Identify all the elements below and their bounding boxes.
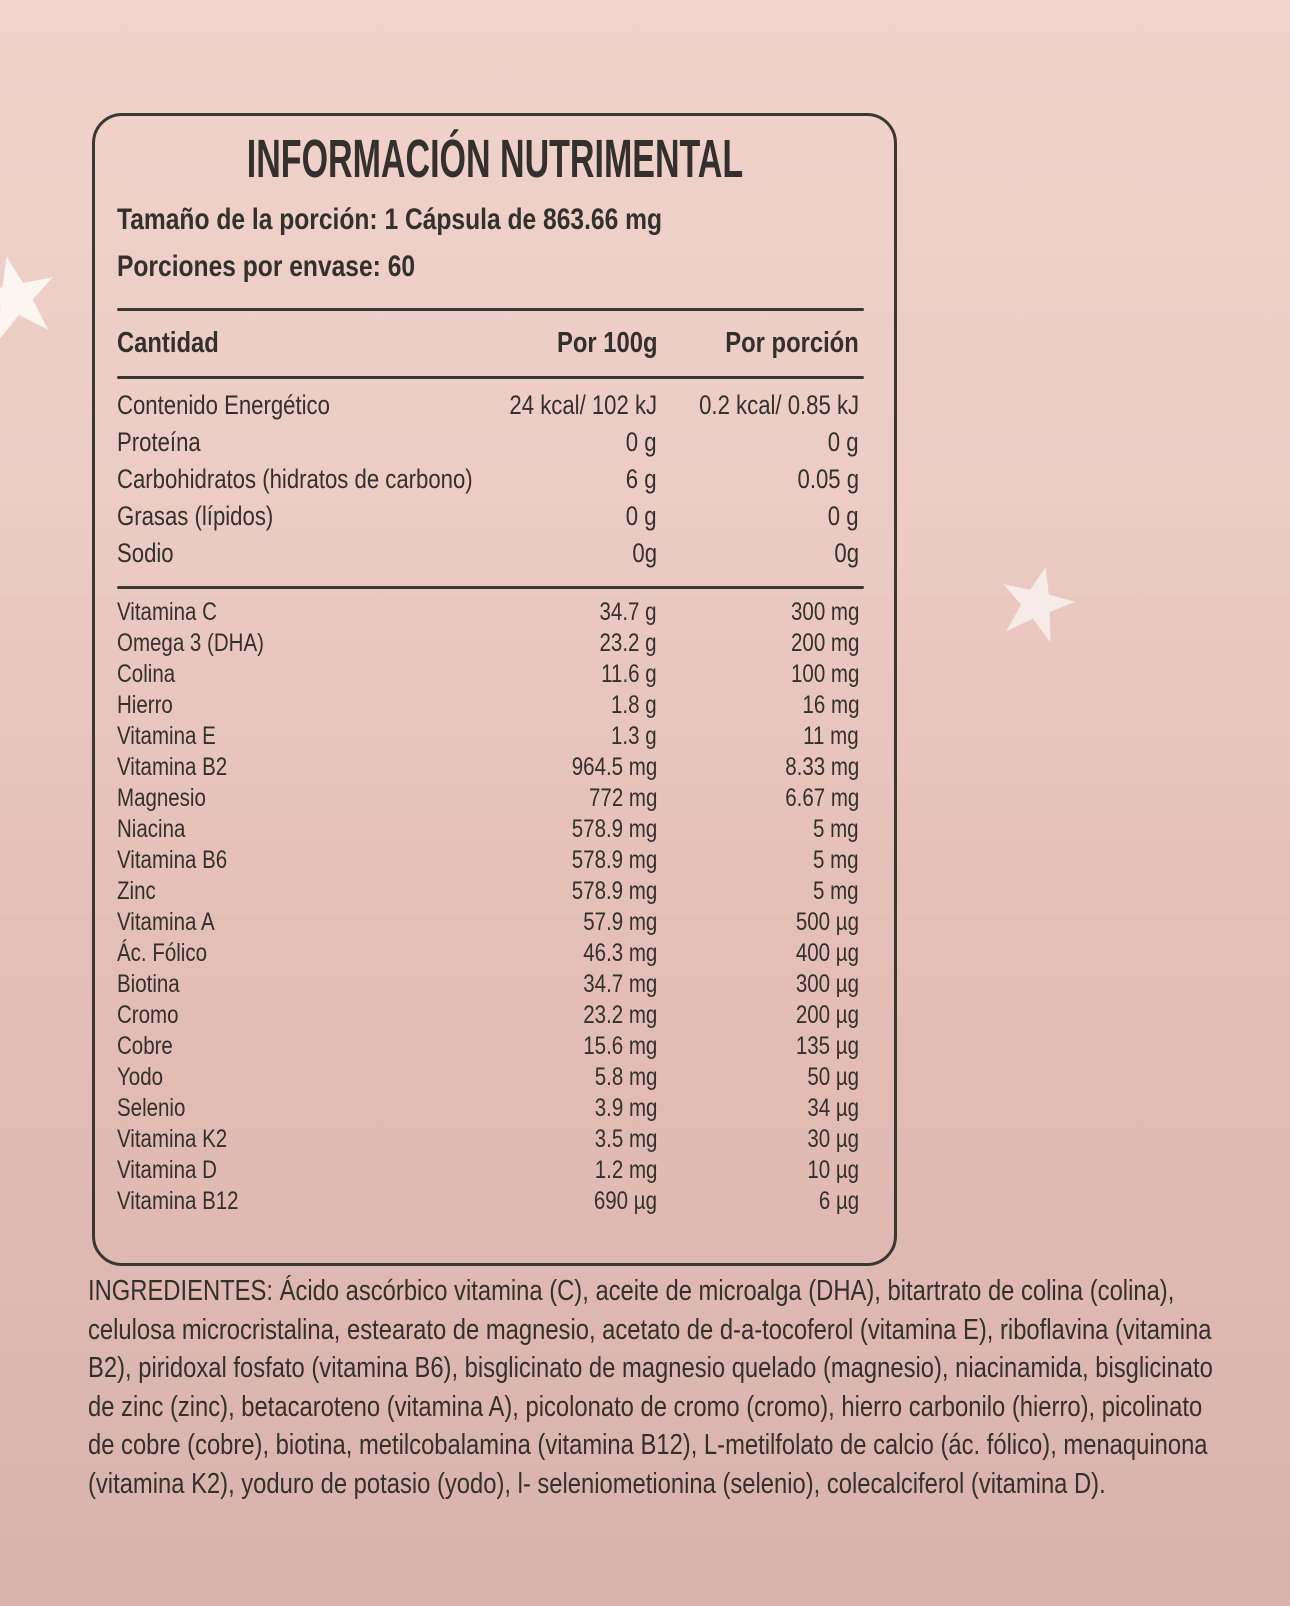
- table-row: [95, 659, 894, 690]
- page-title: INFORMACIÓN NUTRIMENTAL: [246, 129, 743, 189]
- per-portion-value: 0.05 g: [797, 464, 859, 494]
- nutrient-label: Vitamina B2: [117, 753, 228, 781]
- nutrient-label: Zinc: [117, 877, 156, 905]
- per-portion-value: 34 µg: [807, 1094, 859, 1122]
- per-100g-value: 578.9 mg: [571, 877, 657, 905]
- table-row: [95, 783, 894, 814]
- table-row: [95, 938, 894, 969]
- nutrient-label: Vitamina C: [117, 598, 217, 626]
- table-row: [95, 387, 894, 424]
- table-row: [95, 1124, 894, 1155]
- nutrient-label: Vitamina B6: [117, 846, 228, 874]
- per-100g-value: 1.2 mg: [594, 1156, 657, 1184]
- per-100g-value: 5.8 mg: [594, 1063, 657, 1091]
- per-portion-value: 6.67 mg: [784, 784, 859, 812]
- per-portion-value: 100 mg: [790, 660, 859, 688]
- column-header-cantidad: Cantidad: [117, 327, 219, 359]
- per-portion-value: 300 mg: [790, 598, 859, 626]
- nutrient-label: Contenido Energético: [117, 390, 330, 420]
- per-100g-value: 772 mg: [588, 784, 657, 812]
- per-portion-value: 0 g: [828, 427, 859, 457]
- servings-per-container-text: Porciones por envase: 60: [117, 250, 416, 283]
- column-header-por-porcion: Por porción: [725, 327, 859, 359]
- per-portion-value: 50 µg: [807, 1063, 859, 1091]
- nutrient-label: Vitamina K2: [117, 1125, 228, 1153]
- per-portion-value: 135 µg: [795, 1032, 859, 1060]
- table-row: [95, 535, 894, 572]
- nutrient-label: Vitamina B12: [117, 1187, 239, 1215]
- per-100g-value: 34.7 mg: [582, 970, 657, 998]
- per-100g-value: 1.3 g: [611, 722, 657, 750]
- table-row: [95, 461, 894, 498]
- per-portion-value: 6 µg: [818, 1187, 859, 1215]
- table-row: [95, 814, 894, 845]
- table-row: [95, 752, 894, 783]
- nutrient-label: Magnesio: [117, 784, 206, 812]
- per-100g-value: 3.5 mg: [594, 1125, 657, 1153]
- per-100g-value: 6 g: [626, 464, 657, 494]
- nutrient-label: Biotina: [117, 970, 180, 998]
- table-row: [95, 876, 894, 907]
- panel-header: [95, 129, 894, 189]
- table-row: [95, 690, 894, 721]
- per-100g-value: 964.5 mg: [571, 753, 657, 781]
- per-100g-value: 1.8 g: [611, 691, 657, 719]
- nutrition-facts-panel: [92, 113, 897, 1266]
- per-100g-value: 11.6 g: [601, 660, 657, 688]
- per-100g-value: 15.6 mg: [582, 1032, 657, 1060]
- per-portion-value: 0 g: [828, 501, 859, 531]
- table-row: [95, 969, 894, 1000]
- nutrient-label: Grasas (lípidos): [117, 501, 274, 531]
- table-row: [95, 424, 894, 461]
- nutrient-label: Carbohidratos (hidratos de carbono): [117, 464, 473, 494]
- table-row: [95, 498, 894, 535]
- nutrient-label: Ác. Fólico: [117, 939, 208, 967]
- nutrient-label: Colina: [117, 660, 176, 688]
- table-row: [95, 1093, 894, 1124]
- macro-nutrient-rows: [95, 379, 894, 572]
- nutrient-label: Sodio: [117, 538, 174, 568]
- per-100g-value: 23.2 mg: [582, 1001, 657, 1029]
- nutrient-label: Vitamina E: [117, 722, 216, 750]
- star-icon: [0, 248, 63, 343]
- per-portion-value: 200 µg: [795, 1001, 859, 1029]
- per-100g-value: 690 µg: [593, 1187, 657, 1215]
- per-portion-value: 30 µg: [807, 1125, 859, 1153]
- per-portion-value: 8.33 mg: [784, 753, 859, 781]
- table-row: [95, 597, 894, 628]
- nutrient-label: Yodo: [117, 1063, 163, 1091]
- per-portion-value: 5 mg: [813, 815, 859, 843]
- per-portion-value: 400 µg: [795, 939, 859, 967]
- per-portion-value: 300 µg: [795, 970, 859, 998]
- per-portion-value: 500 µg: [795, 908, 859, 936]
- table-row: [95, 1031, 894, 1062]
- per-100g-value: 0 g: [626, 427, 657, 457]
- table-header-row: [95, 311, 894, 376]
- table-row: [95, 1186, 894, 1217]
- table-row: [95, 907, 894, 938]
- per-portion-value: 200 mg: [790, 629, 859, 657]
- nutrient-label: Vitamina D: [117, 1156, 217, 1184]
- table-row: [95, 721, 894, 752]
- nutrient-label: Cobre: [117, 1032, 173, 1060]
- per-100g-value: 34.7 g: [599, 598, 657, 626]
- nutrient-label: Hierro: [117, 691, 173, 719]
- per-100g-value: 578.9 mg: [571, 846, 657, 874]
- column-header-por-100g: Por 100g: [556, 327, 657, 359]
- per-100g-value: 23.2 g: [599, 629, 657, 657]
- per-portion-value: 10 µg: [807, 1156, 859, 1184]
- per-100g-value: 0 g: [626, 501, 657, 531]
- table-row: [95, 1155, 894, 1186]
- nutrient-label: Omega 3 (DHA): [117, 629, 264, 657]
- per-100g-value: 578.9 mg: [571, 815, 657, 843]
- nutrient-label: Selenio: [117, 1094, 186, 1122]
- table-row: [95, 1062, 894, 1093]
- per-portion-value: 0.2 kcal/ 0.85 kJ: [699, 390, 859, 420]
- serving-info: [117, 196, 894, 290]
- nutrient-label: Niacina: [117, 815, 186, 843]
- per-100g-value: 46.3 mg: [582, 939, 657, 967]
- nutrient-label: Vitamina A: [117, 908, 215, 936]
- ingredients-text: INGREDIENTES: Ácido ascórbico vitamina (C), aceite de microalga (DHA), bitartrato de colina (colina), celulosa microcristalina, estearato de magnesio, acetato de d-a-tocoferol (vitamina E), riboflavina (vitamina B2), piridoxal fosfato (vitamina B6), bisglicinato de magnesio quelado (magnesio), niacinamida, bisglicinato de zinc (zinc), betacaroteno (vitamina A), picolonato de cromo (cromo), hierro carbonilo (hierro), picolinato de cobre (cobre), biotina, metilcobalamina (vitamina B12), L-metilfolato de calcio (ác. fólico), menaquinona (vitamina K2), yoduro de potasio (yodo), l- seleniometionina (selenio), colecalciferol (vitamina D).: [88, 1275, 1213, 1500]
- table-row: [95, 1000, 894, 1031]
- nutrient-label: Proteína: [117, 427, 201, 457]
- per-portion-value: 0g: [834, 538, 859, 568]
- per-100g-value: 3.9 mg: [594, 1094, 657, 1122]
- table-row: [95, 628, 894, 659]
- per-portion-value: 16 mg: [802, 691, 859, 719]
- per-100g-value: 0g: [632, 538, 657, 568]
- per-portion-value: 5 mg: [813, 877, 859, 905]
- micro-nutrient-rows: [95, 589, 894, 1217]
- star-icon: [992, 558, 1081, 646]
- per-portion-value: 5 mg: [813, 846, 859, 874]
- serving-size-text: Tamaño de la porción: 1 Cápsula de 863.66 mg: [117, 203, 663, 236]
- per-100g-value: 24 kcal/ 102 kJ: [509, 390, 657, 420]
- table-row: [95, 845, 894, 876]
- nutrient-label: Cromo: [117, 1001, 179, 1029]
- per-100g-value: 57.9 mg: [582, 908, 657, 936]
- per-portion-value: 11 mg: [803, 722, 859, 750]
